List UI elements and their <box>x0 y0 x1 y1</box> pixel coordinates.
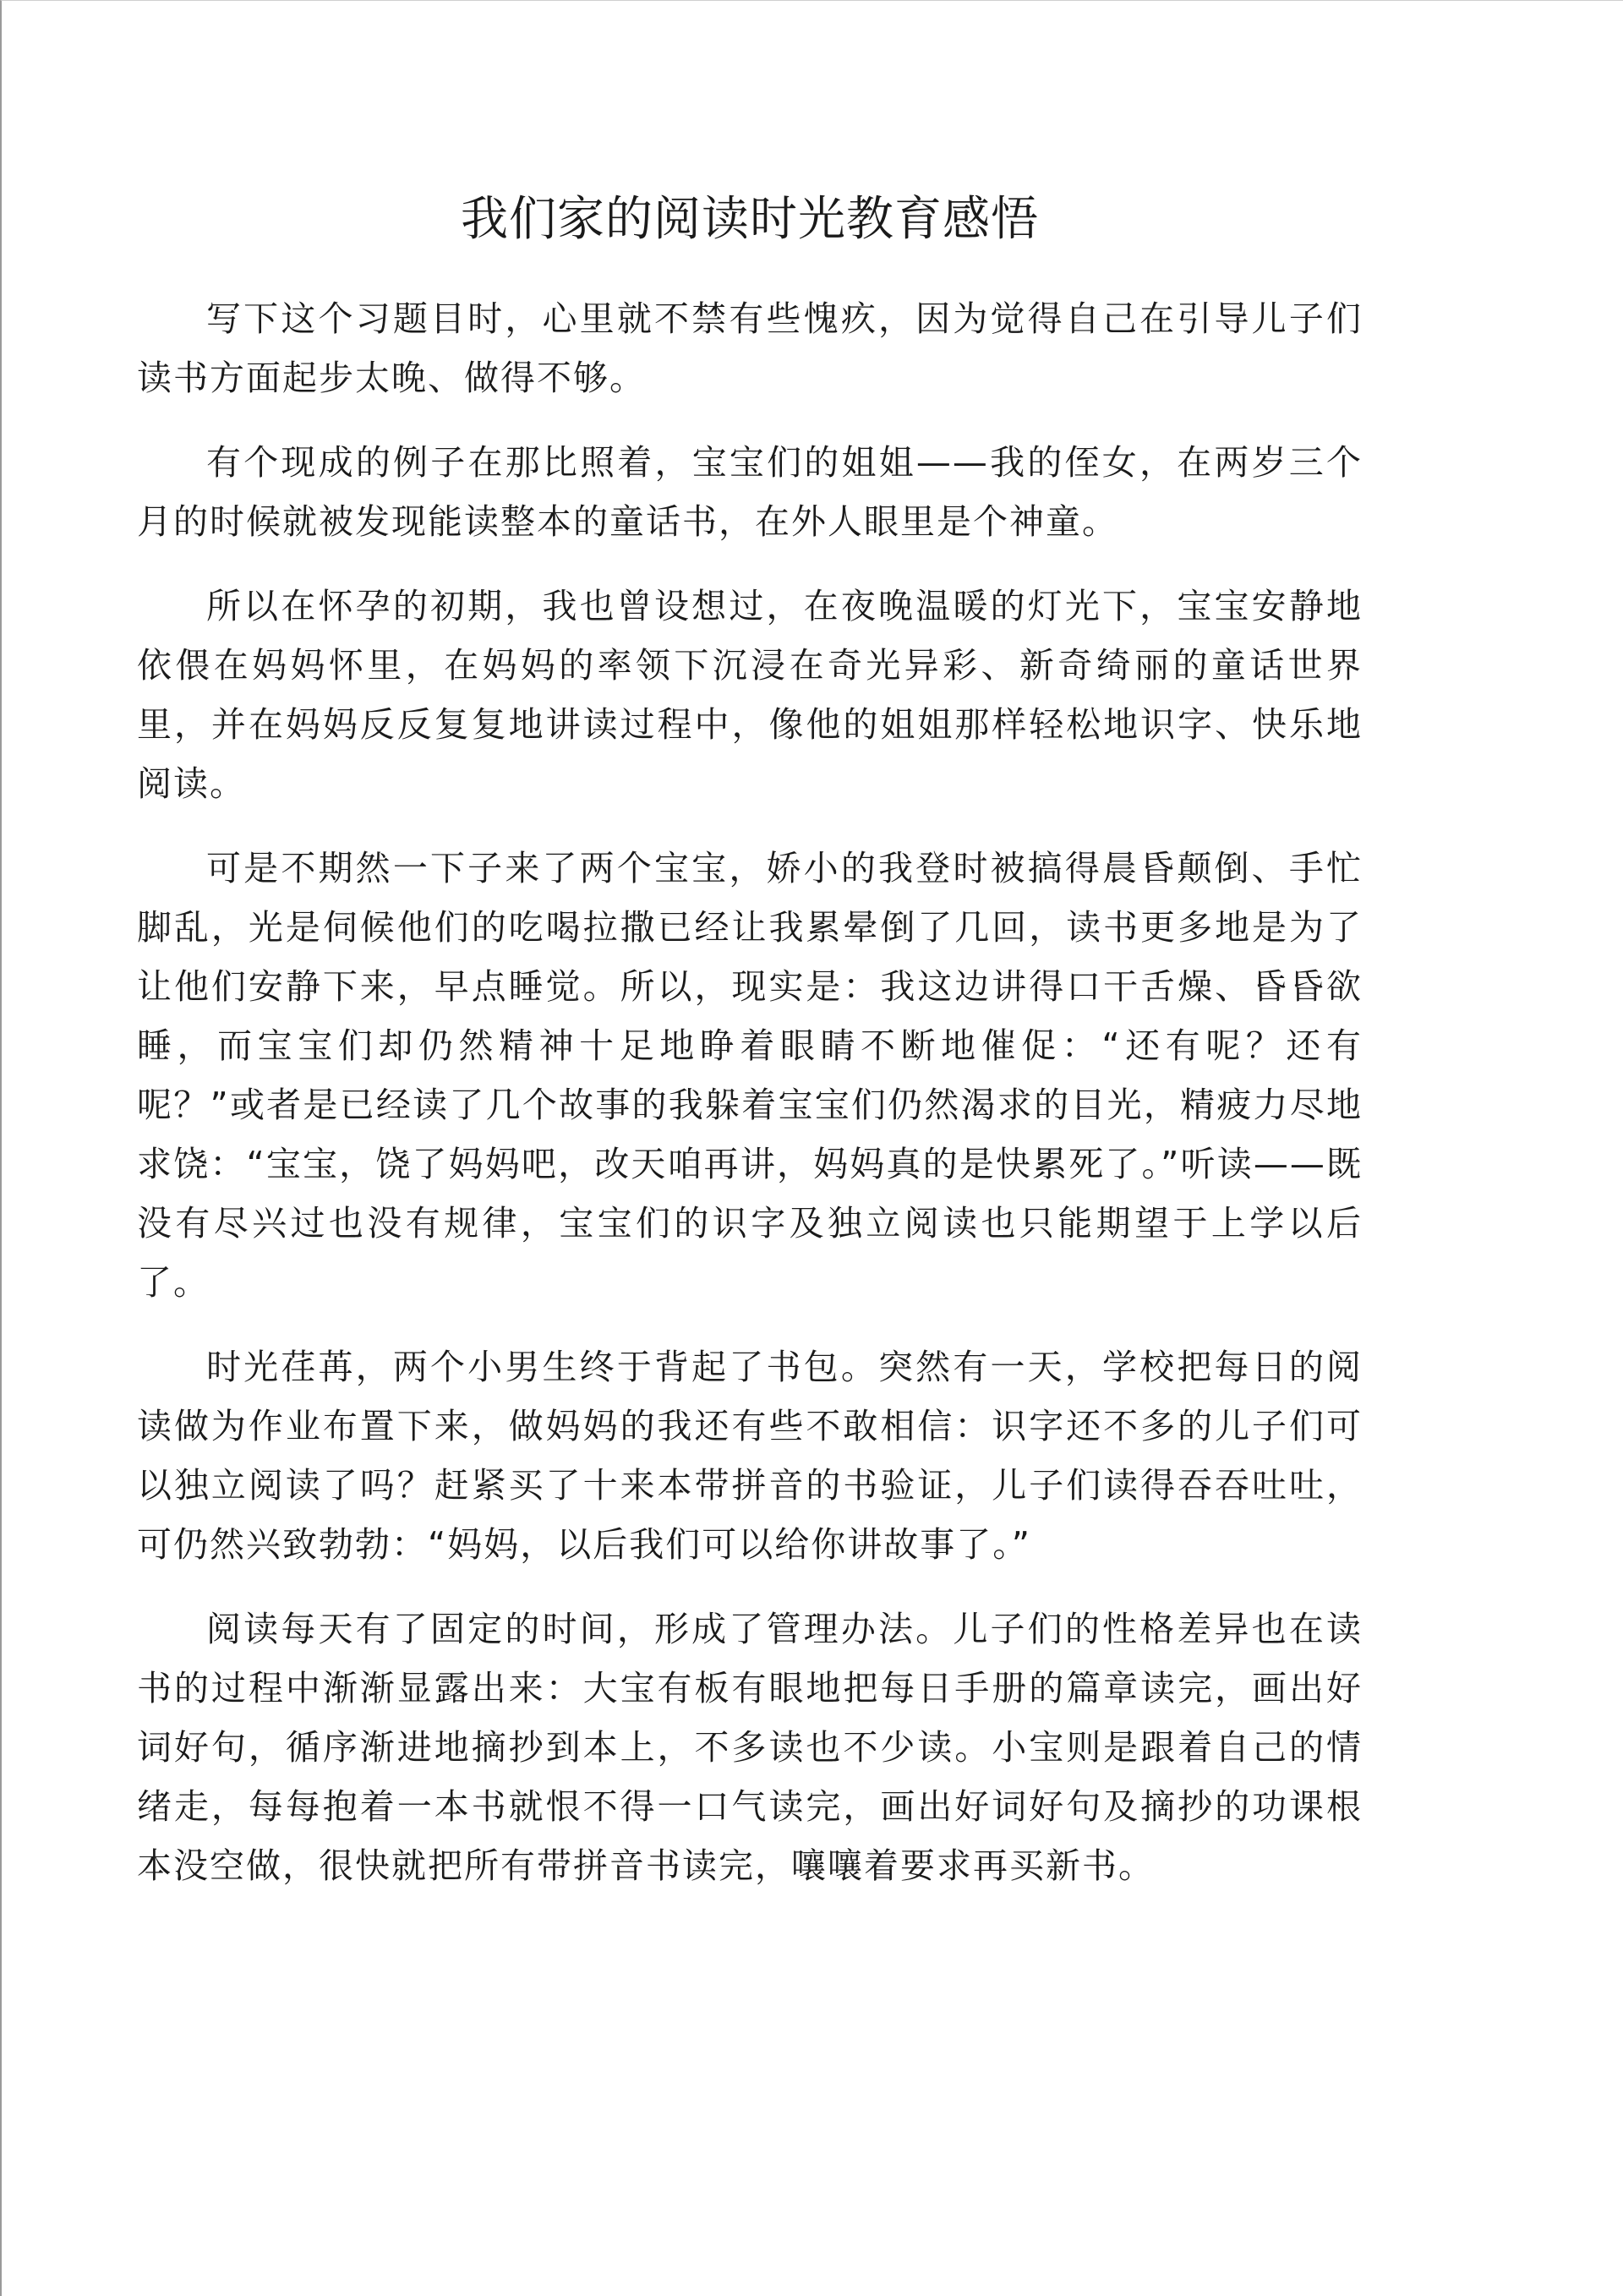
paragraph-4: 可是不期然一下子来了两个宝宝，娇小的我登时被搞得晨昏颠倒、手忙脚乱，光是伺候他们的吃喝拉撒已经让我累晕倒了几回，读书更多地是为了让他们安静下来，早点睡觉。所以，现实是：我这边讲得口干舌燥、昏昏欲睡，而宝宝们却仍然精神十足地睁着眼睛不断地催促：“还有呢？还有呢？”或者是已经读了几个故事的我躲着宝宝们仍然渴求的目光，精疲力尽地求饶：“宝宝，饶了妈妈吧，改天咱再讲，妈妈真的是快累死了。”听读——既没有尽兴过也没有规律，宝宝们的识字及独立阅读也只能期望于上学以后了。 <box>137 848 1363 1303</box>
paragraph-3: 所以在怀孕的初期，我也曾设想过，在夜晚温暖的灯光下，宝宝安静地依偎在妈妈怀里，在妈妈的率领下沉浸在奇光异彩、新奇绮丽的童话世界里，并在妈妈反反复复地讲读过程中，像他的姐姐那样轻松地识字、快乐地阅读。 <box>137 586 1363 804</box>
document-title: 我们家的阅读时光教育感悟 <box>461 192 1039 247</box>
paragraph-5: 时光荏苒，两个小男生终于背起了书包。突然有一天，学校把每日的阅读做为作业布置下来，做妈妈的我还有些不敢相信：识字还不多的儿子们可以独立阅读了吗？赶紧买了十来本带拼音的书验证，儿子们读得吞吞吐吐，可仍然兴致勃勃：“妈妈，以后我们可以给你讲故事了。” <box>137 1347 1363 1565</box>
document-body <box>137 186 1363 1921</box>
paragraph-6: 阅读每天有了固定的时间，形成了管理办法。儿子们的性格差异也在读书的过程中渐渐显露出来：大宝有板有眼地把每日手册的篇章读完，画出好词好句，循序渐进地摘抄到本上，不多读也不少读。小宝则是跟着自己的情绪走，每每抱着一本书就恨不得一口气读完，画出好词好句及摘抄的功课根本没空做，很快就把所有带拼音书读完，嚷嚷着要求再买新书。 <box>137 1609 1363 1886</box>
paragraph-1: 写下这个习题目时，心里就不禁有些愧疚，因为觉得自己在引导儿子们读书方面起步太晚、做得不够。 <box>137 298 1363 398</box>
paragraph-2: 有个现成的例子在那比照着，宝宝们的姐姐——我的侄女，在两岁三个月的时候就被发现能读整本的童话书，在外人眼里是个神童。 <box>137 442 1363 542</box>
